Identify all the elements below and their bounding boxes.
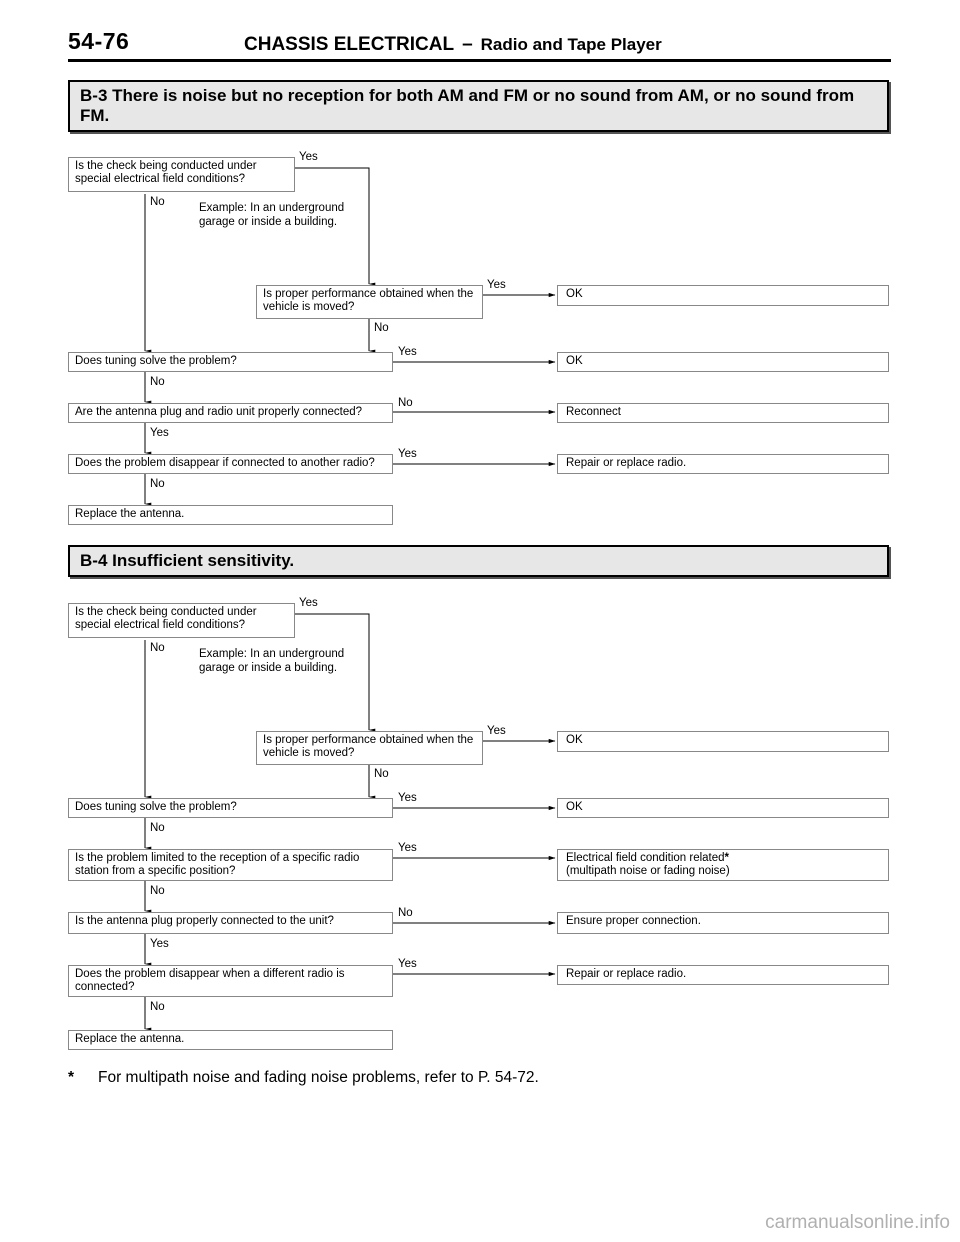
- b3-label-other-no: No: [150, 478, 165, 490]
- b3-question-vehicle-moved: Is proper performance obtained when the vehicle is moved?: [256, 285, 483, 319]
- b4-result-replace-antenna: Replace the antenna.: [68, 1030, 393, 1050]
- b4-question-field-conditions: Is the check being conducted under special electrical field conditions?: [68, 603, 295, 638]
- header-separator: –: [462, 34, 473, 55]
- b3-label-other-yes: Yes: [398, 448, 417, 460]
- b3-label-field-no: No: [150, 196, 165, 208]
- page-number: 54-76: [68, 28, 130, 54]
- b4-label-tuning-yes: Yes: [398, 792, 417, 804]
- b3-question-tuning: Does tuning solve the problem?: [68, 352, 393, 372]
- b3-example-note: Example: In an underground garage or inside a building.: [199, 202, 345, 228]
- b4-result-ok-moved: OK: [557, 731, 889, 752]
- header-subsection: Radio and Tape Player: [480, 35, 662, 54]
- b4-label-different-no: No: [150, 1001, 165, 1013]
- b3-result-ok-moved: OK: [557, 285, 889, 306]
- watermark: carmanualsonline.info: [765, 1212, 950, 1233]
- b3-section-title: B-3 There is noise but no reception for both AM and FM or no sound from AM, or no sound from FM.: [68, 80, 889, 132]
- b4-result-repair-radio: Repair or replace radio.: [557, 965, 889, 985]
- b4-label-field-no: No: [150, 642, 165, 654]
- b3-question-another-radio: Does the problem disappear if connected to another radio?: [68, 454, 393, 474]
- b4-question-tuning: Does tuning solve the problem?: [68, 798, 393, 818]
- b3-label-plug-no: No: [398, 397, 413, 409]
- b3-result-replace-antenna: Replace the antenna.: [68, 505, 393, 525]
- footnote-text: For multipath noise and fading noise problems, refer to P. 54-72.: [98, 1069, 539, 1086]
- page-header: [244, 34, 662, 56]
- b4-result-ok-tuning: OK: [557, 798, 889, 818]
- b4-result-field-related-detail: (multipath noise or fading noise): [566, 865, 730, 877]
- b3-question-field-conditions: Is the check being conducted under special electrical field conditions?: [68, 157, 295, 192]
- b4-result-field-related-text: Electrical field condition related: [566, 852, 725, 864]
- b3-label-moved-yes: Yes: [487, 279, 506, 291]
- b4-section-title: B-4 Insufficient sensitivity.: [68, 545, 889, 577]
- b4-example-note: Example: In an underground garage or inside a building.: [199, 648, 345, 674]
- b4-label-plug-no: No: [398, 907, 413, 919]
- b4-label-station-no: No: [150, 885, 165, 897]
- b4-label-plug-yes: Yes: [150, 938, 169, 950]
- b3-result-repair-radio: Repair or replace radio.: [557, 454, 889, 474]
- footnote-marker-ref: *: [724, 852, 730, 864]
- b3-label-plug-yes: Yes: [150, 427, 169, 439]
- b3-label-moved-no: No: [374, 322, 389, 334]
- b4-label-tuning-no: No: [150, 822, 165, 834]
- b4-label-moved-yes: Yes: [487, 725, 506, 737]
- b3-question-antenna-plug: Are the antenna plug and radio unit properly connected?: [68, 403, 393, 423]
- b3-label-tuning-yes: Yes: [398, 346, 417, 358]
- header-section: CHASSIS ELECTRICAL: [244, 34, 455, 55]
- footnote-marker: *: [68, 1069, 75, 1086]
- b4-question-specific-station: Is the problem limited to the reception of a specific radio station from a specific position?: [68, 849, 393, 881]
- b4-label-station-yes: Yes: [398, 842, 417, 854]
- b3-result-ok-tuning: OK: [557, 352, 889, 372]
- b4-label-moved-no: No: [374, 768, 389, 780]
- b4-question-vehicle-moved: Is proper performance obtained when the vehicle is moved?: [256, 731, 483, 765]
- b4-question-antenna-plug: Is the antenna plug properly connected to the unit?: [68, 912, 393, 934]
- b3-label-field-yes: Yes: [299, 151, 318, 163]
- b4-result-ensure-connection: Ensure proper connection.: [557, 912, 889, 934]
- b4-label-different-yes: Yes: [398, 958, 417, 970]
- footnote: [68, 1069, 539, 1087]
- header-rule: [68, 59, 891, 62]
- b3-label-tuning-no: No: [150, 376, 165, 388]
- b3-result-reconnect: Reconnect: [557, 403, 889, 423]
- b4-result-field-related: [557, 849, 889, 881]
- b4-question-different-radio: Does the problem disappear when a different radio is connected?: [68, 965, 393, 997]
- b4-label-field-yes: Yes: [299, 597, 318, 609]
